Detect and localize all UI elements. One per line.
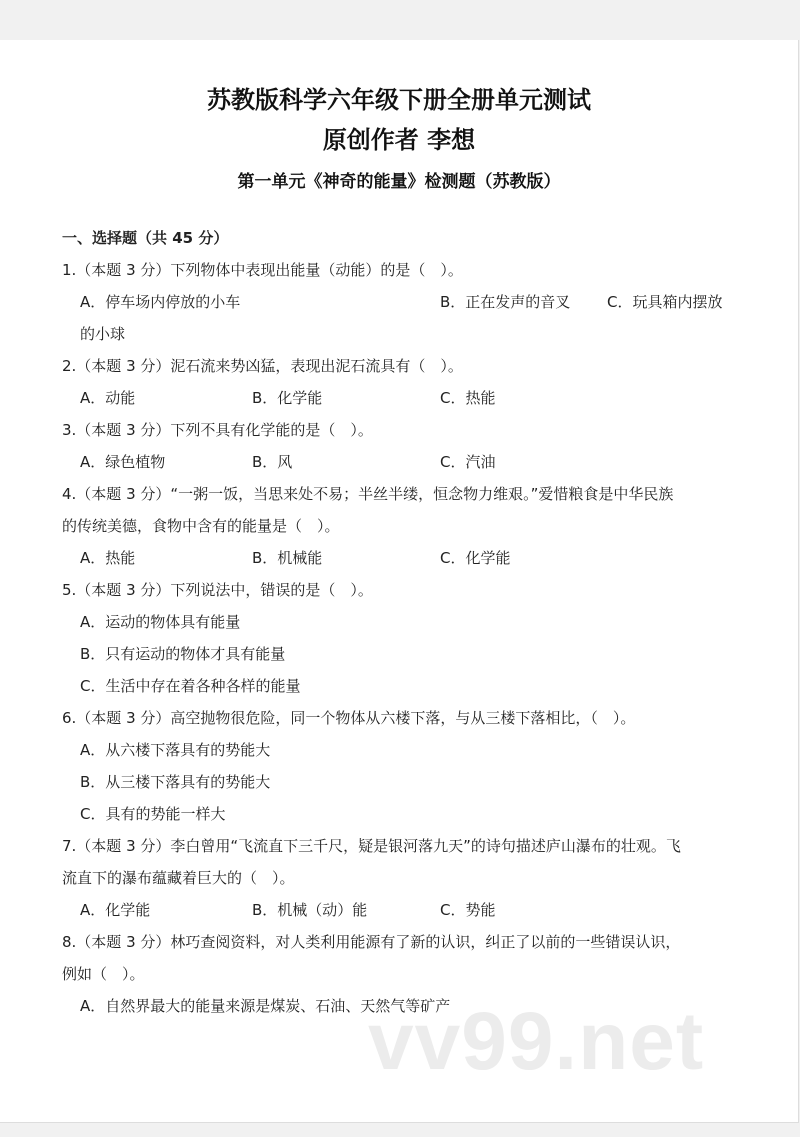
- question-stem-continued: 例如（ ）。: [62, 965, 145, 983]
- document-page: [0, 40, 799, 1123]
- option-b: B．从三楼下落具有的势能大: [80, 773, 271, 791]
- section-heading: 一、选择题（共 45 分）: [62, 229, 229, 247]
- option-a: A．绿色植物: [80, 453, 166, 471]
- option-b: B．正在发声的音叉: [440, 293, 571, 311]
- option-a: A．运动的物体具有能量: [80, 613, 241, 631]
- option-c: C．具有的势能一样大: [80, 805, 226, 823]
- option-b: B．机械能: [252, 549, 323, 567]
- option-c: C．生活中存在着各种各样的能量: [80, 677, 301, 695]
- question-5: [62, 574, 742, 702]
- question-stem: 3.（本题 3 分）下列不具有化学能的是（ ）。: [62, 421, 373, 439]
- option-a: A．化学能: [80, 901, 151, 919]
- option-c: C．势能: [440, 901, 496, 919]
- question-3: [62, 414, 742, 478]
- question-stem: 8.（本题 3 分）林巧查阅资料，对人类利用能源有了新的认识，纠正了以前的一些错误认识，: [62, 933, 681, 951]
- option-b: B．只有运动的物体才具有能量: [80, 645, 286, 663]
- option-a: A．热能: [80, 549, 136, 567]
- option-c-continued: 的小球: [80, 325, 126, 343]
- option-c: C．汽油: [440, 453, 496, 471]
- option-a: A．从六楼下落具有的势能大: [80, 741, 271, 759]
- question-7: [62, 830, 742, 926]
- option-b: B．风: [252, 453, 293, 471]
- question-stem-continued: 流直下的瀑布蕴藏着巨大的（ ）。: [62, 869, 295, 887]
- document-author: 原创作者 李想: [322, 126, 476, 154]
- question-stem: 5.（本题 3 分）下列说法中，错误的是（ ）。: [62, 581, 373, 599]
- option-a: A．动能: [80, 389, 136, 407]
- option-c: C．热能: [440, 389, 496, 407]
- watermark: vv99.net: [368, 996, 705, 1087]
- question-list: [62, 222, 742, 1022]
- question-2: [62, 350, 742, 414]
- question-stem: 6.（本题 3 分）高空抛物很危险，同一个物体从六楼下落，与从三楼下落相比，（ ）。: [62, 709, 636, 727]
- question-1: [62, 254, 742, 350]
- question-stem-continued: 的传统美德，食物中含有的能量是（ ）。: [62, 517, 340, 535]
- question-stem: 4.（本题 3 分）“一粥一饭，当思来处不易；半丝半缕，恒念物力维艰。”爱惜粮食是中华民族: [62, 485, 674, 503]
- question-4: [62, 478, 742, 574]
- unit-subtitle: 第一单元《神奇的能量》检测题（苏教版）: [237, 172, 561, 192]
- question-6: [62, 702, 742, 830]
- question-stem: 7.（本题 3 分）李白曾用“飞流直下三千尺，疑是银河落九天”的诗句描述庐山瀑布的壮观。飞: [62, 837, 681, 855]
- option-a: A．自然界最大的能量来源是煤炭、石油、天然气等矿产: [80, 997, 451, 1015]
- question-stem: 1.（本题 3 分）下列物体中表现出能量（动能）的是（ ）。: [62, 261, 463, 279]
- option-b: B．化学能: [252, 389, 323, 407]
- question-stem: 2.（本题 3 分）泥石流来势凶猛，表现出泥石流具有（ ）。: [62, 357, 463, 375]
- option-b: B．机械（动）能: [252, 901, 368, 919]
- option-a: A．停车场内停放的小车: [80, 293, 241, 311]
- option-c: C．化学能: [440, 549, 511, 567]
- option-c: C．玩具箱内摆放: [607, 293, 723, 311]
- document-title: 苏教版科学六年级下册全册单元测试: [207, 86, 591, 114]
